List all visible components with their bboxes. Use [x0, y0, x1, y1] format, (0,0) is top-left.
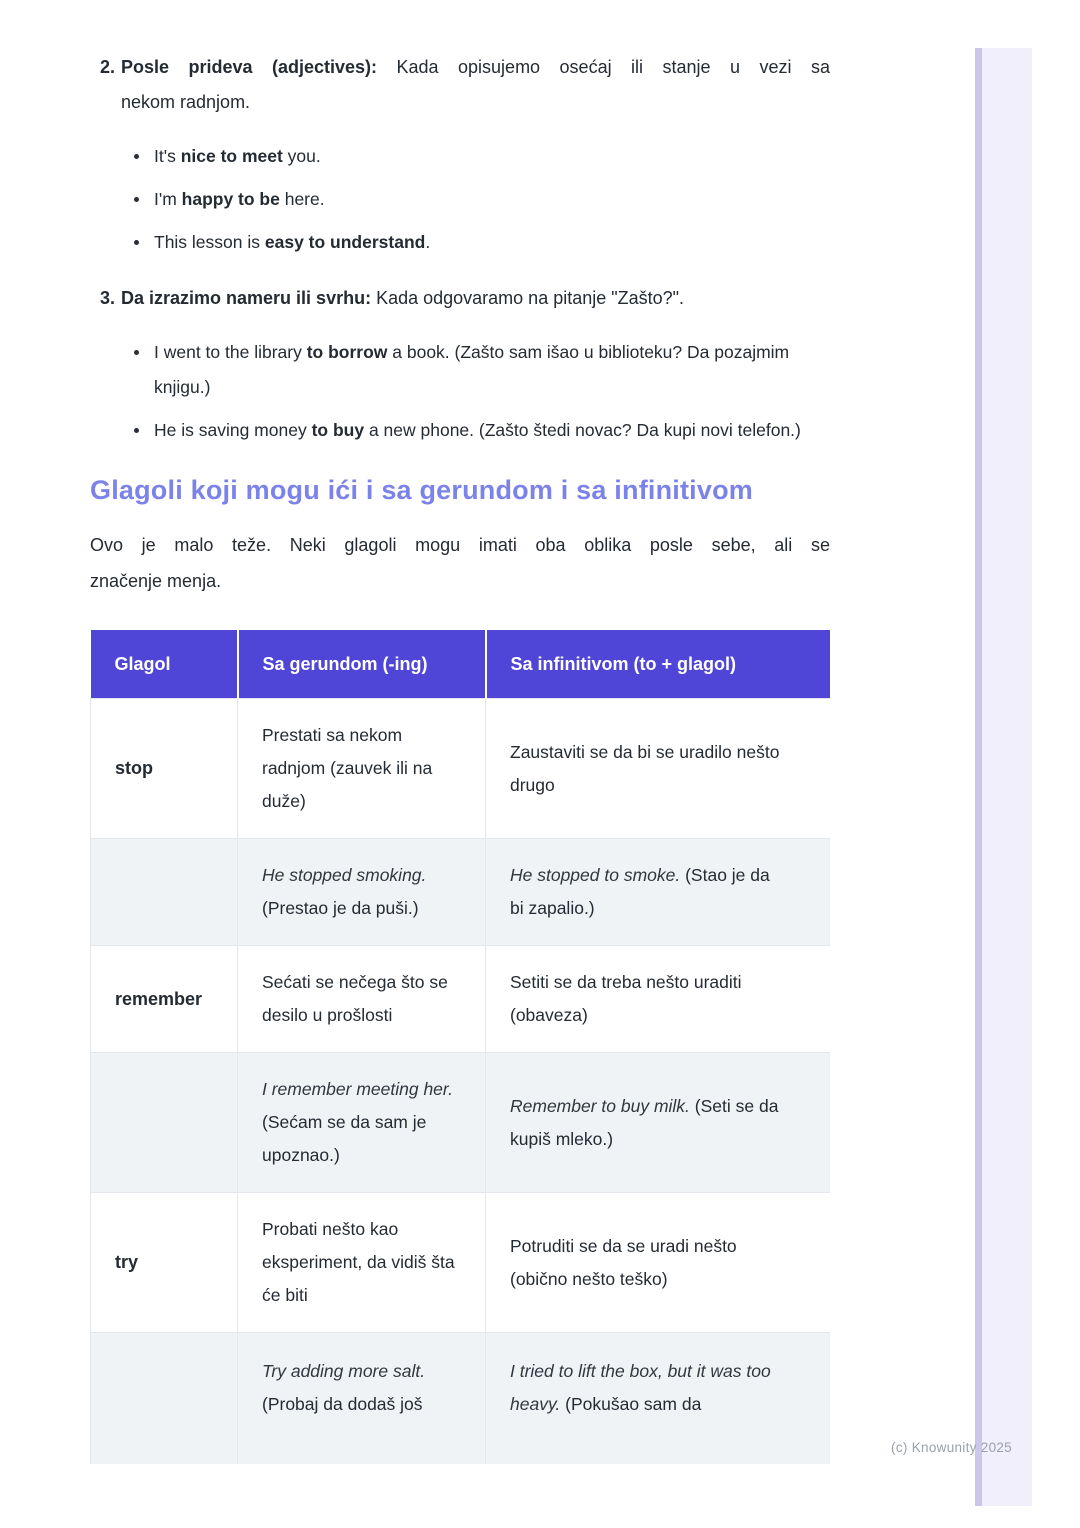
gerund-example: I remember meeting her.	[262, 1079, 453, 1099]
bullet-dot-icon	[134, 240, 139, 245]
list-item-2-line1	[121, 50, 830, 85]
bullet-text	[154, 182, 325, 217]
bullet-pre: It's	[154, 146, 181, 166]
infinitive-example: I tried to lift the box, but it was too heavy.	[510, 1361, 771, 1414]
right-stripe-border	[975, 48, 982, 1506]
infinitive-cell	[486, 839, 831, 946]
infinitive-cell	[486, 1053, 831, 1193]
bullet-text	[154, 335, 804, 405]
table-row	[91, 839, 831, 946]
verbs-table-wrapper	[90, 630, 830, 1464]
bullet-dot-icon	[134, 428, 139, 433]
list-item-2-bold: Posle prideva (adjectives):	[121, 57, 397, 77]
table-row	[91, 699, 831, 839]
infinitive-meaning: (Seti se da kupiš mleko.)	[510, 1095, 779, 1149]
infinitive-meaning: (Stao je da bi zapalio.)	[510, 865, 770, 918]
gerund-meaning: Sećati se nečega što se desilo u prošlosti	[262, 972, 448, 1025]
verb-cell: remember	[91, 946, 238, 1053]
bullet-item	[134, 413, 806, 448]
item-3-bullet-list	[134, 335, 830, 448]
list-item-3	[90, 281, 830, 316]
bullet-post: a book. (Zašto sam išao u biblioteku? Da pozajmim knjigu.)	[154, 342, 790, 397]
gerund-cell	[238, 1053, 486, 1193]
gerund-cell	[238, 946, 486, 1053]
bullet-item	[134, 139, 806, 174]
bullet-dot-icon	[134, 350, 139, 355]
table-row	[91, 1053, 831, 1193]
item-2-bullet-list	[134, 139, 830, 260]
infinitive-meaning: Potruditi se da se uradi nešto (obično nešto teško)	[510, 1235, 737, 1289]
bullet-post: you.	[282, 146, 321, 166]
infinitive-meaning: (Pokušao sam da	[560, 1394, 702, 1414]
table-row-cutoff	[91, 1333, 831, 1465]
section-intro	[90, 527, 830, 599]
intro-line2: značenje menja.	[90, 571, 222, 591]
list-item-2-rest: Kada opisujemo osećaj ili stanje u vezi sa	[396, 57, 831, 77]
bullet-post: here.	[279, 189, 325, 209]
gerund-meaning: Probati nešto kao eksperiment, da vidiš šta će biti	[262, 1219, 455, 1305]
gerund-example: He stopped smoking.	[262, 865, 427, 885]
gerund-example: Try adding more salt.	[262, 1361, 426, 1381]
bullet-pre: I'm	[154, 189, 182, 209]
bullet-item	[134, 225, 806, 260]
bullet-post: .	[425, 232, 431, 252]
intro-line1: Ovo je malo teže. Neki glagoli mogu imati oba oblika posle sebe, ali se	[90, 535, 830, 555]
table-header-row	[91, 630, 831, 699]
bullet-bold: to buy	[311, 420, 365, 440]
list-item-3-number: 3.	[100, 288, 116, 308]
gerund-meaning: Prestati sa nekom radnjom (zauvek ili na duže)	[262, 725, 433, 811]
list-item-3-rest: Kada odgovaramo na pitanje "Zašto?".	[376, 288, 685, 308]
list-item-2-line2: nekom radnjom.	[121, 92, 251, 112]
col-header-glagol: Glagol	[91, 630, 238, 699]
bullet-text	[154, 139, 321, 174]
bullet-bold: happy to be	[181, 189, 280, 209]
gerund-cell	[238, 1333, 486, 1465]
list-item-2-number: 2.	[100, 57, 116, 77]
bullet-bold: nice to meet	[180, 146, 283, 166]
gerund-cell	[238, 839, 486, 946]
bullet-text	[154, 225, 430, 260]
infinitive-meaning: Zaustaviti se da bi se uradilo nešto drugo	[510, 741, 780, 795]
verb-cell: try	[91, 1193, 238, 1333]
bullet-pre: He is saving money	[154, 420, 312, 440]
section-heading: Glagoli koji mogu ići i sa gerundom i sa infinitivom	[90, 475, 753, 505]
infinitive-cell	[486, 1193, 831, 1333]
infinitive-cell	[486, 946, 831, 1053]
gerund-cell	[238, 1193, 486, 1333]
gerund-meaning: (Prestao je da puši.)	[262, 898, 419, 918]
table-row	[91, 1193, 831, 1333]
knowunity-watermark: (c) Knowunity 2025	[891, 1440, 1012, 1455]
col-header-infinitive: Sa infinitivom (to + glagol)	[486, 630, 831, 699]
bullet-dot-icon	[134, 154, 139, 159]
bullet-bold: easy to understand	[264, 232, 426, 252]
verb-cell: stop	[91, 699, 238, 839]
right-stripe-panel	[982, 48, 1032, 1506]
infinitive-example: Remember to buy milk.	[510, 1095, 690, 1116]
verbs-comparison-table	[90, 630, 830, 1464]
list-item-2	[90, 50, 830, 120]
bullet-dot-icon	[134, 197, 139, 202]
gerund-meaning: (Probaj da dodaš još	[262, 1394, 423, 1414]
bullet-item	[134, 182, 806, 217]
bullet-pre: I went to the library	[154, 342, 307, 362]
verb-cell	[91, 839, 238, 946]
verb-cell	[91, 1333, 238, 1465]
table-row	[91, 946, 831, 1053]
infinitive-cell	[486, 699, 831, 839]
infinitive-cell	[486, 1333, 831, 1465]
infinitive-meaning: Setiti se da treba nešto uraditi (obaveza)	[510, 972, 742, 1025]
bullet-text	[154, 413, 801, 448]
gerund-meaning: (Sećam se da sam je upoznao.)	[262, 1112, 427, 1165]
gerund-cell	[238, 699, 486, 839]
bullet-bold: to borrow	[306, 342, 388, 362]
list-item-2-text	[121, 50, 830, 120]
col-header-gerund: Sa gerundom (-ing)	[238, 630, 486, 699]
list-item-3-text	[121, 281, 830, 316]
infinitive-example: He stopped to smoke.	[510, 865, 681, 885]
bullet-item	[134, 335, 806, 405]
list-item-3-bold: Da izrazimo nameru ili svrhu:	[121, 288, 377, 308]
bullet-pre: This lesson is	[154, 232, 265, 252]
document-content	[90, 0, 830, 1464]
verb-cell	[91, 1053, 238, 1193]
bullet-post: a new phone. (Zašto štedi novac? Da kupi novi telefon.)	[364, 420, 801, 440]
